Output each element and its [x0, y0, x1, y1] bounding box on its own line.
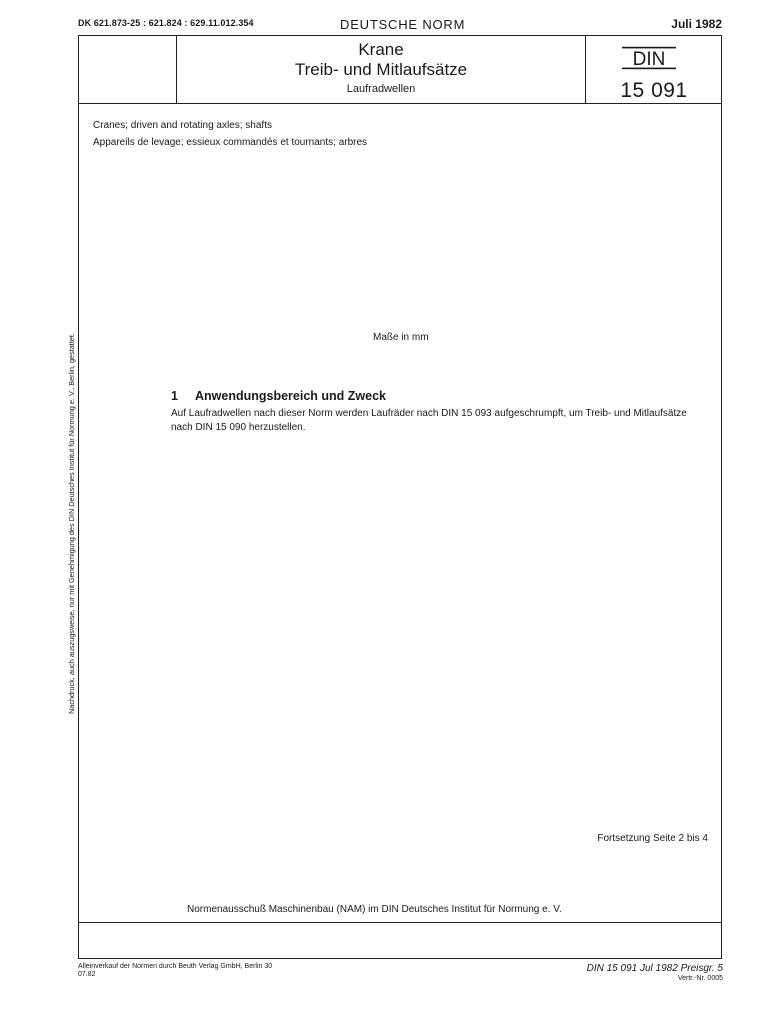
units-note: Maße in mm: [373, 332, 429, 343]
title-sub: Treib- und Mitlaufsätze: [294, 60, 468, 79]
header-divider: [585, 36, 586, 103]
din-logo-text: DIN: [632, 49, 666, 70]
norm-label: DEUTSCHE NORM: [340, 17, 466, 32]
footer-code: 07.82: [78, 971, 96, 978]
side-copyright-text: Nachdruck, auch auszugsweise, nur mit Genehmigung des DIN Deutsches Institut für Normung e. V., Berlin, gestattet.: [67, 333, 76, 714]
continuation-note: Fortsetzung Seite 2 bis 4: [597, 833, 708, 844]
committee-line: Normenausschuß Maschinenbau (NAM) im DIN Deutsches Institut für Normung e. V.: [187, 904, 562, 915]
issue-date: Juli 1982: [671, 17, 722, 31]
section-title: Anwendungsbereich und Zweck: [195, 389, 386, 403]
footer-reference: DIN 15 091 Jul 1982 Preisgr. 5: [586, 963, 723, 974]
section-number: 1: [171, 389, 178, 403]
footer-sales: [78, 963, 272, 979]
bottom-box: [79, 922, 721, 958]
section-body: Auf Laufradwellen nach dieser Norm werden Laufräder nach DIN 15 093 aufgeschrumpft, um Treib- und Mitlaufsätze nach DIN 15 090 herzustellen.: [171, 408, 687, 433]
french-title: Appareils de levage; essieux commandés et tournants; arbres: [93, 137, 368, 148]
english-title: Cranes; driven and rotating axles; shafts: [93, 120, 272, 131]
din-number: 15 091: [620, 79, 688, 102]
footer-sales-line: Alleinverkauf der Normen durch Beuth Verlag GmbH, Berlin 30: [78, 963, 273, 970]
din-logo-icon: [621, 46, 677, 70]
title-main: Krane: [358, 40, 404, 59]
title-header: [79, 36, 721, 104]
footer-vertr: Vertr.-Nr. 0005: [677, 975, 723, 982]
document-frame: [78, 35, 722, 959]
section-heading: [171, 389, 386, 403]
top-line: [78, 17, 722, 31]
title-detail: Laufradwellen: [346, 83, 416, 95]
title-block: [177, 40, 585, 97]
dk-classification: DK 621.873-25 : 621.824 : 629.11.012.354: [78, 18, 254, 28]
